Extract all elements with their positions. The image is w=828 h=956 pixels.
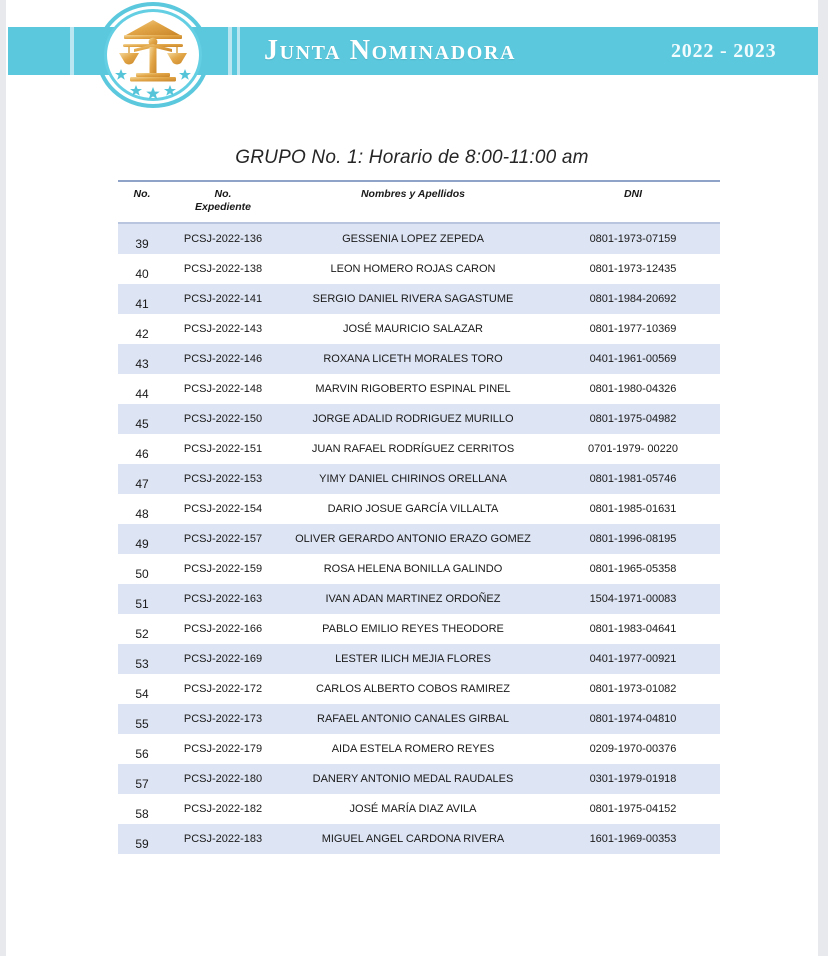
cell-nombre: LESTER ILICH MEJIA FLORES <box>280 644 546 674</box>
cell-nombre: JOSÉ MARÍA DIAZ AVILA <box>349 803 477 816</box>
table-row <box>118 314 720 344</box>
cell-no: 45 <box>118 404 166 434</box>
cell-expediente: PCSJ-2022-151 <box>183 443 263 456</box>
cell-expediente: PCSJ-2022-179 <box>183 743 263 756</box>
page-header <box>6 0 818 115</box>
cell-no: 40 <box>135 267 149 282</box>
table-row <box>118 254 720 284</box>
table-body <box>118 223 720 854</box>
cell-expediente: PCSJ-2022-173 <box>166 704 280 734</box>
cell-nombre: MARVIN RIGOBERTO ESPINAL PINEL <box>315 383 511 396</box>
table-row <box>118 824 720 854</box>
cell-nombre: ROXANA LICETH MORALES TORO <box>280 344 546 374</box>
cell-no: 42 <box>135 327 149 342</box>
header-band-divider-right-a <box>228 27 232 75</box>
cell-expediente: PCSJ-2022-169 <box>166 644 280 674</box>
cell-nombre: JUAN RAFAEL RODRÍGUEZ CERRITOS <box>311 443 515 456</box>
table-row <box>118 524 720 554</box>
cell-nombre: DARIO JOSUE GARCÍA VILLALTA <box>327 503 499 516</box>
table-row <box>118 584 720 614</box>
header-years: 2022 - 2023 <box>671 40 777 62</box>
column-header-expediente <box>166 181 280 223</box>
cell-no: 41 <box>118 284 166 314</box>
cell-dni: 0801-1996-08195 <box>546 524 720 554</box>
cell-no: 47 <box>118 464 166 494</box>
cell-nombre: ROSA HELENA BONILLA GALINDO <box>323 563 503 576</box>
column-header-no: No. <box>118 181 166 223</box>
cell-nombre: OLIVER GERARDO ANTONIO ERAZO GOMEZ <box>280 524 546 554</box>
table-row <box>118 434 720 464</box>
cell-dni: 0801-1984-20692 <box>546 284 720 314</box>
column-header-dni: DNI <box>546 181 720 223</box>
cell-nombre: JORGE ADALID RODRIGUEZ MURILLO <box>280 404 546 434</box>
column-header-expediente-line2: Expediente <box>194 201 252 214</box>
cell-no: 54 <box>135 687 149 702</box>
cell-nombre: IVAN ADAN MARTINEZ ORDOÑEZ <box>280 584 546 614</box>
cell-expediente: PCSJ-2022-148 <box>183 383 263 396</box>
cell-expediente: PCSJ-2022-183 <box>166 824 280 854</box>
cell-expediente: PCSJ-2022-143 <box>183 323 263 336</box>
cell-nombre: GESSENIA LOPEZ ZEPEDA <box>280 223 546 254</box>
page-title: GRUPO No. 1: Horario de 8:00-11:00 am <box>235 147 589 168</box>
roster-table <box>118 180 720 854</box>
table-row <box>118 404 720 434</box>
table-header <box>118 181 720 223</box>
cell-no: 48 <box>135 507 149 522</box>
cell-no: 50 <box>135 567 149 582</box>
cell-expediente: PCSJ-2022-141 <box>166 284 280 314</box>
cell-expediente: PCSJ-2022-163 <box>166 584 280 614</box>
cell-dni: 0801-1973-01082 <box>589 683 677 696</box>
cell-no: 52 <box>135 627 149 642</box>
header-band-divider-right-b <box>237 27 240 75</box>
table-row <box>118 674 720 704</box>
table-row <box>118 494 720 524</box>
cell-nombre: CARLOS ALBERTO COBOS RAMIREZ <box>316 683 510 696</box>
cell-dni: 0801-1983-04641 <box>589 623 677 636</box>
cell-expediente: PCSJ-2022-159 <box>183 563 263 576</box>
cell-no: 49 <box>118 524 166 554</box>
cell-dni: 0801-1977-10369 <box>589 323 677 336</box>
cell-dni: 0801-1980-04326 <box>589 383 677 396</box>
table-row <box>118 464 720 494</box>
cell-no: 57 <box>118 764 166 794</box>
cell-no: 53 <box>118 644 166 674</box>
table-row <box>118 374 720 404</box>
cell-expediente: PCSJ-2022-172 <box>183 683 263 696</box>
cell-dni: 0401-1977-00921 <box>546 644 720 674</box>
cell-no: 58 <box>135 807 149 822</box>
cell-expediente: PCSJ-2022-150 <box>166 404 280 434</box>
cell-nombre: SERGIO DANIEL RIVERA SAGASTUME <box>280 284 546 314</box>
cell-expediente: PCSJ-2022-138 <box>183 263 263 276</box>
cell-expediente: PCSJ-2022-154 <box>183 503 263 516</box>
cell-nombre: AIDA ESTELA ROMERO REYES <box>331 743 495 756</box>
cell-nombre: JOSÉ MAURICIO SALAZAR <box>343 323 483 336</box>
brand-title: Junta Nominadora <box>264 35 516 66</box>
scales-of-justice-icon <box>104 9 202 101</box>
cell-expediente: PCSJ-2022-166 <box>183 623 263 636</box>
cell-no: 39 <box>118 223 166 254</box>
document-sheet <box>6 0 818 956</box>
table-row <box>118 644 720 674</box>
table-row <box>118 764 720 794</box>
cell-nombre: LEON HOMERO ROJAS CARON <box>330 263 496 276</box>
cell-no: 51 <box>118 584 166 614</box>
cell-dni: 0801-1975-04152 <box>589 803 677 816</box>
cell-no: 43 <box>118 344 166 374</box>
cell-nombre: RAFAEL ANTONIO CANALES GIRBAL <box>280 704 546 734</box>
cell-expediente: PCSJ-2022-182 <box>183 803 263 816</box>
table-row <box>118 284 720 314</box>
table-row <box>118 614 720 644</box>
cell-nombre: MIGUEL ANGEL CARDONA RIVERA <box>280 824 546 854</box>
cell-dni: 0401-1961-00569 <box>546 344 720 374</box>
cell-dni: 0801-1981-05746 <box>546 464 720 494</box>
cell-expediente: PCSJ-2022-146 <box>166 344 280 374</box>
cell-expediente: PCSJ-2022-157 <box>166 524 280 554</box>
table-row <box>118 554 720 584</box>
cell-dni: 0801-1973-07159 <box>546 223 720 254</box>
cell-no: 44 <box>135 387 149 402</box>
cell-expediente: PCSJ-2022-136 <box>166 223 280 254</box>
cell-dni: 0701-1979- 00220 <box>588 443 678 456</box>
cell-expediente: PCSJ-2022-180 <box>166 764 280 794</box>
cell-no: 56 <box>135 747 149 762</box>
cell-dni: 0801-1974-04810 <box>546 704 720 734</box>
cell-dni: 0801-1965-05358 <box>589 563 677 576</box>
cell-dni: 1601-1969-00353 <box>546 824 720 854</box>
cell-dni: 0801-1975-04982 <box>546 404 720 434</box>
table-row <box>118 734 720 764</box>
cell-nombre: PABLO EMILIO REYES THEODORE <box>322 623 504 636</box>
cell-dni: 0301-1979-01918 <box>546 764 720 794</box>
header-band-divider-left <box>70 27 74 75</box>
table-row <box>118 223 720 254</box>
table-row <box>118 704 720 734</box>
cell-dni: 1504-1971-00083 <box>546 584 720 614</box>
cell-dni: 0209-1970-00376 <box>589 743 677 756</box>
table-row <box>118 344 720 374</box>
table-row <box>118 794 720 824</box>
table-header-row <box>118 181 720 223</box>
cell-dni: 0801-1973-12435 <box>589 263 677 276</box>
cell-nombre: DANERY ANTONIO MEDAL RAUDALES <box>280 764 546 794</box>
cell-no: 55 <box>118 704 166 734</box>
roster-table-wrapper <box>118 180 704 854</box>
cell-dni: 0801-1985-01631 <box>589 503 677 516</box>
column-header-nombres: Nombres y Apellidos <box>280 181 546 223</box>
cell-nombre: YIMY DANIEL CHIRINOS ORELLANA <box>280 464 546 494</box>
cell-no: 46 <box>135 447 149 462</box>
cell-no: 59 <box>118 824 166 854</box>
column-header-expediente-line1: No. <box>214 188 232 200</box>
institution-logo <box>88 0 220 110</box>
cell-expediente: PCSJ-2022-153 <box>166 464 280 494</box>
